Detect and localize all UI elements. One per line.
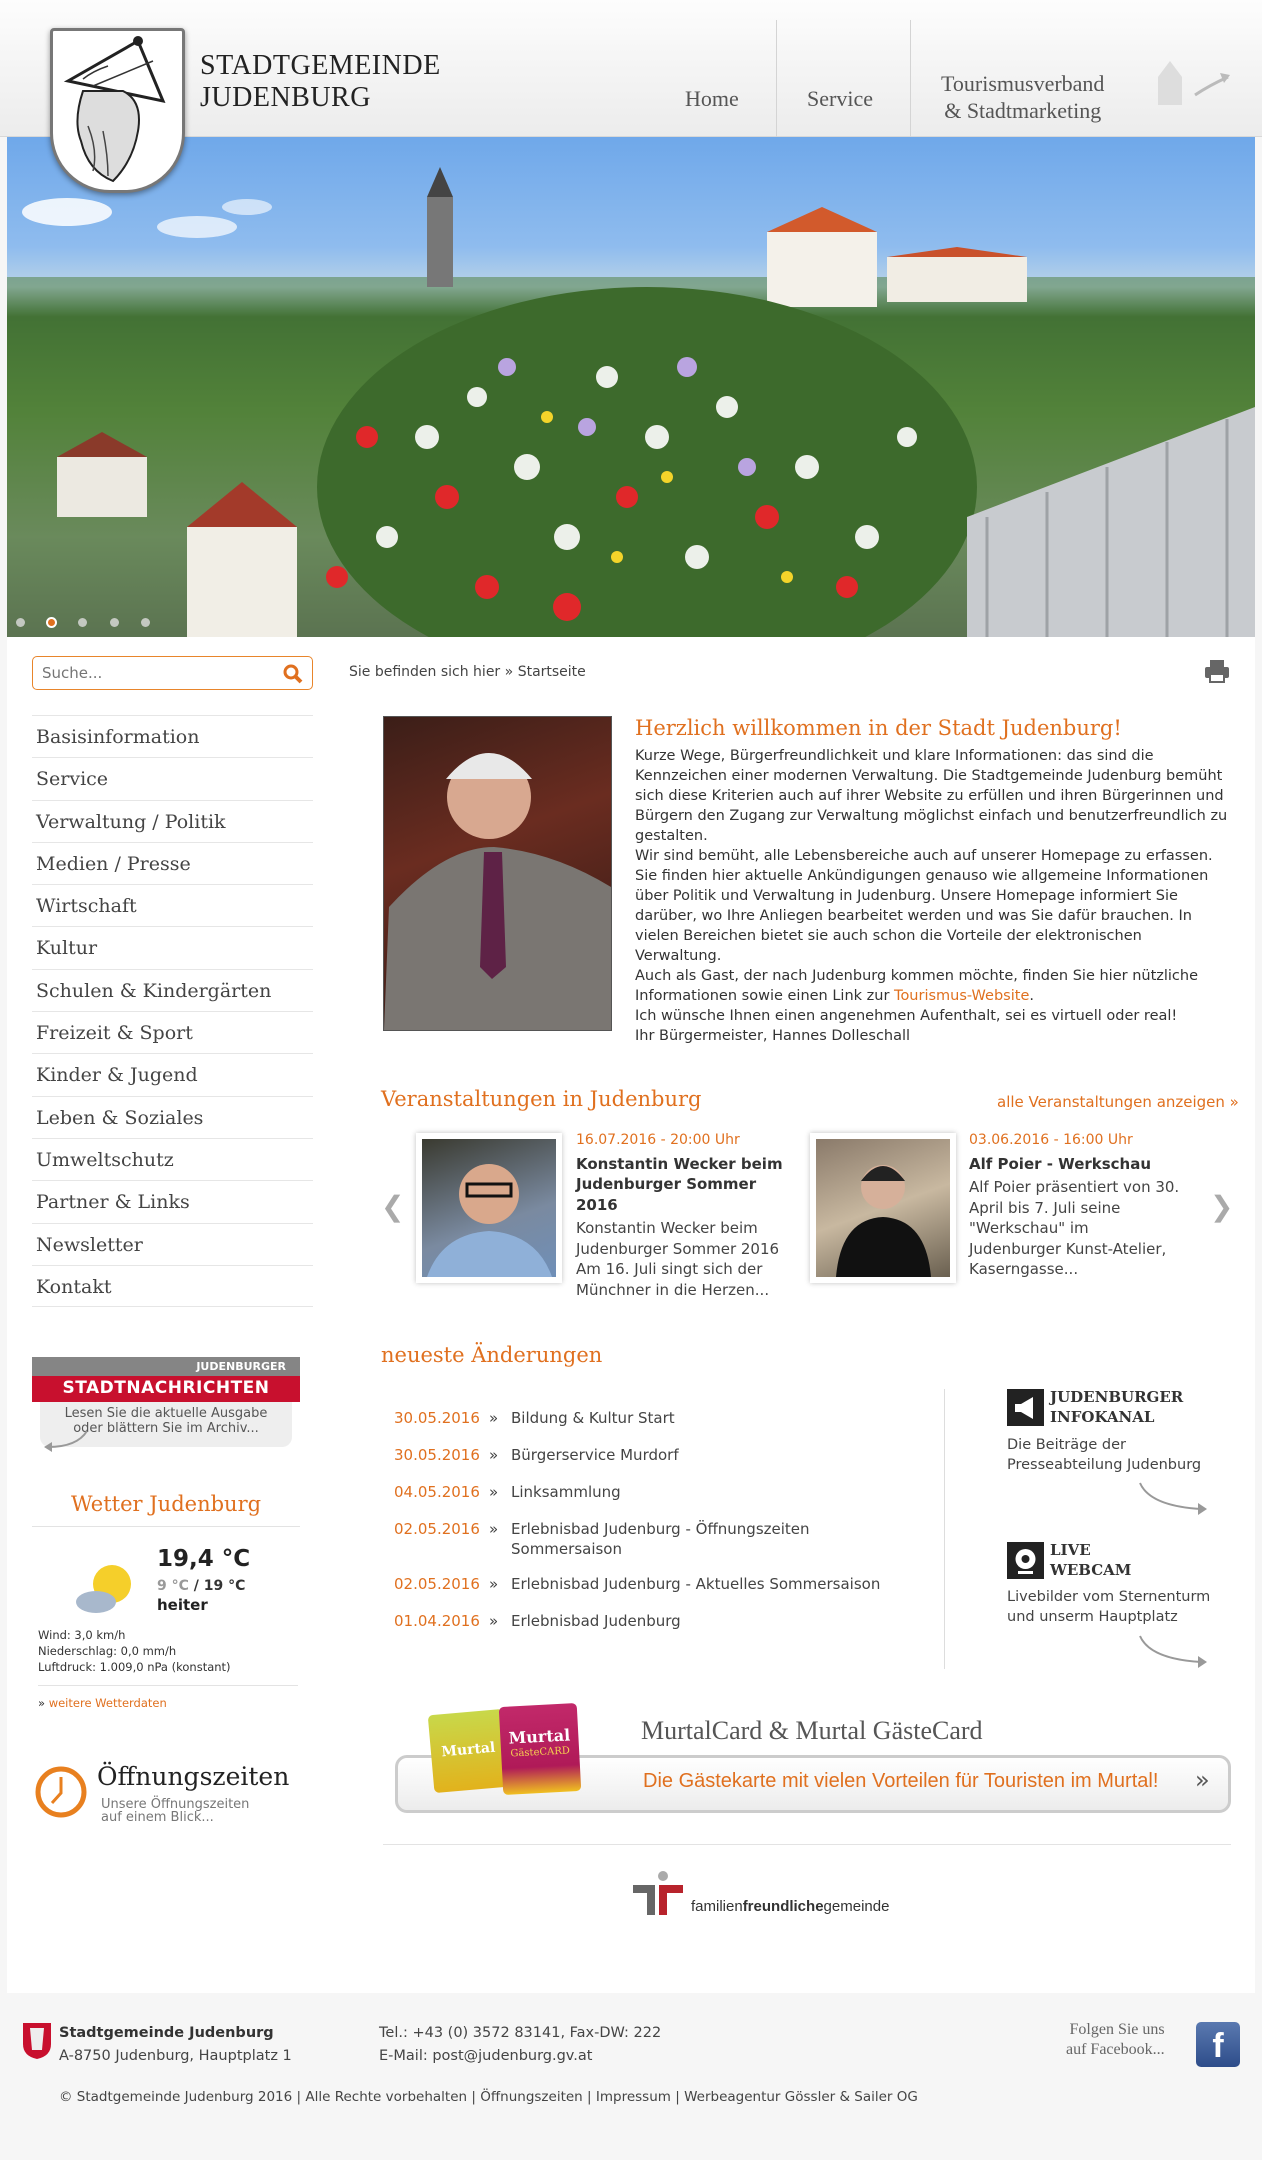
curved-arrow-icon [1135,1634,1215,1669]
change-item[interactable] [394,1611,911,1631]
event-item[interactable] [576,1130,791,1300]
sidebar-menu [32,715,313,1307]
change-date: 30.05.2016 [394,1409,480,1427]
column-divider [944,1389,945,1669]
divider [383,1844,1231,1845]
weather-min: 9 °C [157,1578,189,1594]
hours-sub1: Unsere Öffnungszeiten [101,1797,250,1812]
murtalcard-banner[interactable] [383,1700,1233,1815]
footer-coat-of-arms-icon [22,2022,52,2060]
familienfreundliche-gemeinde-logo[interactable] [633,1870,933,1920]
opening-hours-teaser[interactable] [34,1762,304,1837]
breadcrumb-current[interactable]: Startseite [517,664,586,680]
change-date: 01.04.2016 [394,1612,480,1630]
mayor-signature: Ihr Bürgermeister, Hannes Dolleschall [635,1028,911,1044]
footer-link-hours[interactable]: Öffnungszeiten [480,2089,583,2105]
partly-sunny-icon [74,1562,136,1617]
sidebar-item-newsletter[interactable]: Newsletter [32,1223,313,1265]
footer-address [59,2022,292,2068]
tourism-line2: & Stadtmarketing [944,98,1102,123]
city-coat-of-arms-logo[interactable] [50,28,185,193]
change-link[interactable]: Bürgerservice Murdorf [511,1446,679,1464]
separator: | [587,2089,592,2105]
nav-tourism[interactable] [941,70,1104,124]
event-photo-poier [816,1139,950,1277]
change-arrow: » [489,1575,499,1593]
hours-sub2: auf einem Blick... [101,1810,214,1825]
footer-link-rights[interactable]: Alle Rechte vorbehalten [305,2089,468,2105]
infokanal-teaser[interactable] [1007,1389,1227,1514]
tourism-website-link[interactable]: Tourismus-Website [894,988,1030,1004]
weather-rain: Niederschlag: 0,0 mm/h [38,1644,177,1658]
breadcrumb-prefix: Sie befinden sich hier [349,664,501,680]
nav-divider [776,20,777,137]
sidebar-item-kinder-jugend[interactable]: Kinder & Jugend [32,1053,313,1095]
sidebar-item-schulen[interactable]: Schulen & Kindergärten [32,969,313,1011]
facebook-text[interactable] [1066,2020,1165,2060]
banner-top-label: JUDENBURGER [32,1357,300,1376]
change-arrow: » [489,1612,499,1630]
weather-wind: Wind: 3,0 km/h [38,1628,126,1642]
weather-max: 19 °C [203,1578,246,1594]
footer-link-impressum[interactable]: Impressum [595,2089,671,2105]
murtal-title: MurtalCard & Murtal GästeCard [641,1716,983,1745]
sidebar-item-partner-links[interactable]: Partner & Links [32,1180,313,1222]
facebook-icon[interactable]: f [1196,2022,1240,2067]
tower-arrow-icon [1140,55,1235,115]
change-item[interactable] [394,1519,841,1559]
event-description: Konstantin Wecker beim Judenburger Sommer 2016 Am 16. Juli singt sich der Münchner in die Herzen... [576,1219,780,1299]
slider-dot[interactable] [110,618,119,627]
infokanal-title1: JUDENBURGER [1050,1388,1184,1406]
sidebar-item-service[interactable]: Service [32,757,313,799]
webcam-title2: WEBCAM [1050,1561,1132,1579]
search-box [32,656,313,690]
weather-title: Wetter Judenburg [32,1492,300,1527]
changes-title: neueste Änderungen [381,1343,603,1367]
weather-sep: / [193,1578,199,1594]
separator: | [675,2089,680,2105]
carousel-prev-arrow[interactable]: ❮ [381,1190,405,1223]
slider-dot[interactable] [141,618,150,627]
sidebar-item-freizeit-sport[interactable]: Freizeit & Sport [32,1011,313,1053]
title-line2: JUDENBURG [200,82,371,113]
sidebar-item-basisinformation[interactable]: Basisinformation [32,715,313,757]
slider-dot[interactable] [16,618,25,627]
sidebar-item-verwaltung-politik[interactable]: Verwaltung / Politik [32,800,313,842]
title-line1: STADTGEMEINDE [200,50,441,81]
card-label: Murtal [508,1725,571,1748]
event-title[interactable]: Alf Poier - Werkschau [969,1154,1152,1173]
change-item[interactable] [394,1574,911,1594]
footer-phone: Tel.: +43 (0) 3572 83141, Fax-DW: 222 [379,2025,662,2041]
event-date: 03.06.2016 - 16:00 Uhr [969,1132,1133,1148]
sidebar-item-umweltschutz[interactable]: Umweltschutz [32,1138,313,1180]
facebook-line2: auf Facebook... [1066,2041,1165,2058]
more-weather-link[interactable]: weitere Wetterdaten [48,1696,167,1710]
welcome-text: Auch als Gast, der nach Judenburg kommen möchte, finden Sie hier nützliche Informationen sowie einen Link zur [635,968,1199,1004]
logo-text: freundliche [742,1898,824,1915]
banner-text2: oder blättern Sie im Archiv... [73,1421,259,1436]
gaeste-card-image [499,1703,581,1795]
event-date: 16.07.2016 - 20:00 Uhr [576,1132,740,1148]
event-image[interactable] [810,1133,956,1283]
event-item[interactable] [969,1130,1184,1280]
hero-slideshow[interactable] [7,137,1255,637]
change-arrow: » [489,1446,499,1464]
tourism-line1: Tourismusverband [941,71,1105,96]
separator: | [471,2089,476,2105]
change-link[interactable]: Linksammlung [511,1483,621,1501]
welcome-paragraph: Kurze Wege, Bürgerfreundlichkeit und klare Informationen: das sind die Kennzeichen einer modernen Verwaltung. Die Stadtgemeinde Judenburg bemüht sich diese Kriterien auch auf ihrer Website zu erfüllen und ihren Bürgerinnen und Bürgern den Zugang zur Verwaltung möglichst einfach und benutzerfreundlich zu gestalten. [635,748,1228,844]
curved-arrow-icon [1135,1481,1215,1516]
welcome-section [635,716,1230,1046]
clock-icon [34,1765,88,1819]
event-title[interactable]: Konstantin Wecker beim Judenburger Sommer 2016 [576,1154,783,1214]
event-description: Alf Poier präsentiert von 30. April bis 7. Juli seine "Werkschau" im Judenburger Kunst-Atelier, Kaserngasse... [969,1178,1180,1278]
curved-arrow-icon [42,1429,92,1453]
slider-dot[interactable] [78,618,87,627]
webcam-text: Livebilder vom Sternenturm und unserm Hauptplatz [1007,1589,1211,1625]
welcome-paragraph [635,966,1230,1006]
welcome-paragraph: Wir sind bemüht, alle Lebensbereiche auch auf unserer Homepage zu erfassen. Sie finden hier aktuelle Ankündigungen genauso wie allgemeine Informationen über Politik und Verwaltung in Judenburg. Unsere Homepage informiert Sie darüber, wo Ihre Anliegen bearbeitet werden und was Sie dafür brauchen. In vielen Bereichen bietet sie auch schon die Vorteile der elektronischen Verwaltung. [635,848,1213,964]
weather-pressure: Luftdruck: 1.009,0 nPa (konstant) [38,1660,231,1674]
stadtnachrichten-banner[interactable] [32,1357,300,1452]
megaphone-icon [1007,1389,1044,1426]
welcome-text: . [1029,988,1034,1004]
facebook-line1: Folgen Sie uns [1069,2021,1165,2038]
logo-text: familien [691,1898,743,1915]
change-link[interactable]: Bildung & Kultur Start [511,1409,675,1427]
infokanal-title2: INFOKANAL [1050,1408,1155,1426]
weather-widget [32,1492,300,1710]
mayor-photo [383,716,612,1031]
infokanal-text: Die Beiträge der Presseabteilung Judenburg [1007,1437,1202,1473]
webcam-teaser[interactable] [1007,1542,1227,1667]
breadcrumb [349,664,586,680]
coat-of-arms-icon [53,31,182,190]
change-arrow: » [489,1483,499,1501]
nav-home[interactable]: Home [685,86,739,111]
site-title[interactable] [200,50,441,114]
header [0,0,1262,137]
weather-condition: heiter [157,1596,208,1614]
separator: | [296,2089,302,2105]
welcome-paragraph: Ich wünsche Ihnen einen angenehmen Aufenthalt, sei es virtuell oder real! [635,1008,1178,1024]
change-arrow: » [489,1409,499,1427]
logo-text: gemeinde [823,1898,890,1915]
change-link[interactable]: Erlebnisbad Judenburg - Öffnungszeiten Sommersaison [511,1520,810,1558]
sidebar-item-kontakt[interactable]: Kontakt [32,1265,313,1307]
change-link[interactable]: Erlebnisbad Judenburg - Aktuelles Sommersaison [511,1575,881,1593]
slider-dot-active[interactable] [46,617,57,628]
mayor-portrait-image [384,717,611,1030]
card-label: GästeCARD [510,1745,571,1760]
breadcrumb-separator: » [504,664,514,680]
all-events-link[interactable]: alle Veranstaltungen anzeigen » [997,1093,1239,1111]
murtal-arrow: » [1195,1766,1210,1794]
webcam-title1: LIVE [1050,1541,1091,1559]
copyright: © Stadtgemeinde Judenburg 2016 [59,2089,293,2105]
murtal-card-image [428,1709,510,1793]
footer-copyright-bar [59,2086,918,2109]
webcam-icon [1007,1542,1044,1579]
more-prefix: » [38,1696,46,1710]
change-item[interactable] [394,1408,911,1428]
weather-temp: 19,4 °C [157,1546,251,1572]
banner-title: STADTNACHRICHTEN [32,1376,300,1402]
sidebar-item-kultur[interactable]: Kultur [32,926,313,968]
change-date: 30.05.2016 [394,1446,480,1464]
card-label: Murtal [440,1739,496,1761]
footer-email[interactable]: E-Mail: post@judenburg.gv.at [379,2048,593,2064]
change-link[interactable]: Erlebnisbad Judenburg [511,1612,681,1630]
hero-image-town-flowers [7,137,1255,637]
hours-title: Öffnungszeiten [97,1762,290,1791]
sidebar-item-leben-soziales[interactable]: Leben & Soziales [32,1096,313,1138]
banner-text1: Lesen Sie die aktuelle Ausgabe [64,1406,268,1421]
family-logo-icon [633,1870,688,1920]
search-icon[interactable] [283,664,303,684]
search-input[interactable] [33,657,263,689]
sidebar-item-wirtschaft[interactable]: Wirtschaft [32,884,313,926]
footer-contact [379,2022,661,2068]
nav-divider [910,20,911,137]
carousel-next-arrow[interactable]: ❯ [1210,1190,1234,1223]
change-item[interactable] [394,1445,911,1465]
footer-org: Stadtgemeinde Judenburg [59,2025,274,2041]
event-image[interactable] [416,1133,562,1283]
welcome-title: Herzlich willkommen in der Stadt Judenburg! [635,716,1122,740]
footer-street: A-8750 Judenburg, Hauptplatz 1 [59,2048,292,2064]
change-date: 02.05.2016 [394,1575,480,1593]
murtal-text: Die Gästekarte mit vielen Vorteilen für Touristen im Murtal! [643,1770,1159,1792]
print-icon[interactable] [1203,658,1231,684]
sidebar-item-medien-presse[interactable]: Medien / Presse [32,842,313,884]
events-title: Veranstaltungen in Judenburg [381,1087,702,1111]
change-arrow: » [489,1520,499,1538]
change-item[interactable] [394,1482,911,1502]
footer-link-agency[interactable]: Werbeagentur Gössler & Sailer OG [684,2089,918,2105]
event-photo-wecker [422,1139,556,1277]
nav-service[interactable]: Service [807,86,873,111]
change-date: 02.05.2016 [394,1520,480,1538]
change-date: 04.05.2016 [394,1483,480,1501]
